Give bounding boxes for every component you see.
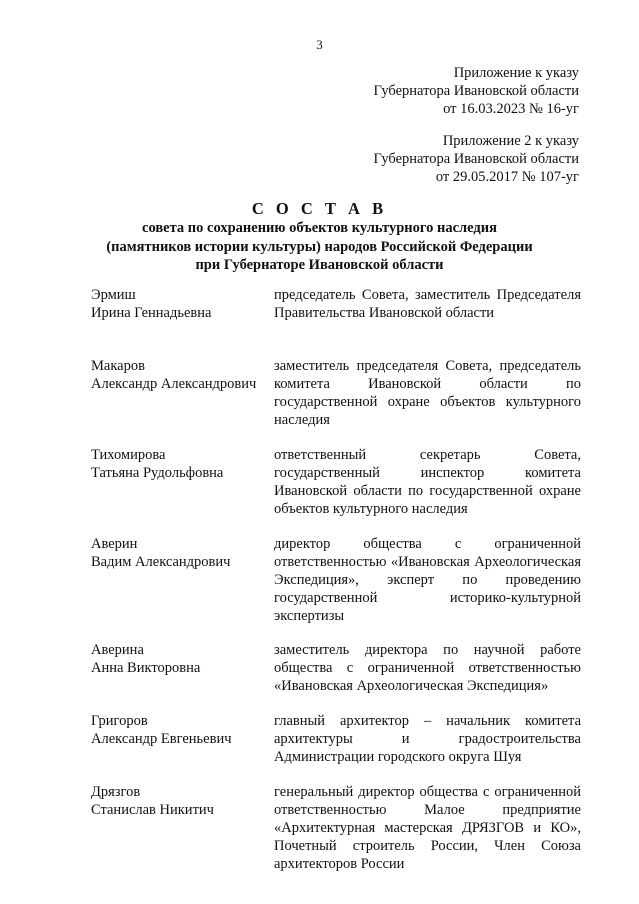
annex-current-line3: от 16.03.2023 № 16-уг — [443, 101, 579, 117]
member-row — [91, 357, 581, 446]
member-given-names: Ирина Геннадьевна — [91, 305, 212, 321]
member-name — [91, 535, 274, 641]
annex-original — [374, 132, 579, 186]
member-surname: Аверина — [91, 642, 144, 658]
title-line3: при Губернаторе Ивановской области — [195, 257, 444, 273]
member-given-names: Татьяна Рудольфовна — [91, 465, 224, 481]
member-surname: Эрмиш — [91, 287, 136, 303]
annex-original-line1: Приложение 2 к указу — [442, 133, 579, 149]
member-surname: Григоров — [91, 713, 148, 729]
member-row — [91, 641, 581, 712]
member-role: генеральный директор общества с ограниченной ответственностью Малое предприятие «Архитектурная мастерская ДРЯЗГОВ и КО», Почетный строитель России, Член Союза архитекторов России — [274, 784, 581, 872]
annex-original-line2: Губернатора Ивановской области — [373, 151, 579, 167]
title-line2: (памятников истории культуры) народов Российской Федерации — [106, 238, 533, 255]
member-row — [91, 286, 581, 357]
member-name — [91, 641, 274, 712]
member-given-names: Александр Александрович — [91, 376, 257, 392]
annex-current-line1: Приложение к указу — [453, 65, 579, 81]
member-role: заместитель председателя Совета, председатель комитета Ивановской области по государственной охране объектов культурного наследия — [274, 358, 581, 428]
member-name — [91, 446, 274, 535]
member-row — [91, 535, 581, 641]
annex-original-line3: от 29.05.2017 № 107-уг — [435, 169, 579, 185]
document-title — [0, 199, 639, 275]
member-role: заместитель директора по научной работе общества с ограниченной ответственностью «Ивановская Археологическая Экспедиция» — [274, 642, 581, 694]
annex-current-line2: Губернатора Ивановской области — [373, 83, 579, 99]
member-row — [91, 712, 581, 783]
title-heading: С О С Т А В — [251, 199, 388, 218]
member-surname: Макаров — [91, 358, 145, 374]
member-surname: Тихомирова — [91, 447, 166, 463]
member-surname: Дрязгов — [91, 784, 141, 800]
page-number: 3 — [316, 37, 323, 52]
member-given-names: Вадим Александрович — [91, 554, 231, 570]
member-row — [91, 783, 581, 873]
member-role: главный архитектор – начальник комитета архитектуры и градостроительства Администрации городского округа Шуя — [274, 713, 581, 765]
annex-current — [374, 64, 579, 118]
member-role: ответственный секретарь Совета, государственный инспектор комитета Ивановской области по государственной охране объектов культурного наследия — [274, 447, 581, 517]
member-role: председатель Совета, заместитель Председателя Правительства Ивановской области — [274, 287, 581, 321]
member-given-names: Анна Викторовна — [91, 660, 201, 676]
members-list — [91, 286, 581, 873]
member-surname: Аверин — [91, 536, 138, 552]
member-name — [91, 712, 274, 783]
member-name — [91, 783, 274, 873]
member-role: директор общества с ограниченной ответственностью «Ивановская Археологическая Экспедиция», эксперт по проведению государственной историко-культурной экспертизы — [274, 536, 581, 624]
member-row — [91, 446, 581, 535]
title-line1: совета по сохранению объектов культурного наследия — [142, 220, 497, 236]
member-name — [91, 286, 274, 357]
member-given-names: Александр Евгеньевич — [91, 731, 232, 747]
member-name — [91, 357, 274, 446]
member-given-names: Станислав Никитич — [91, 802, 214, 818]
